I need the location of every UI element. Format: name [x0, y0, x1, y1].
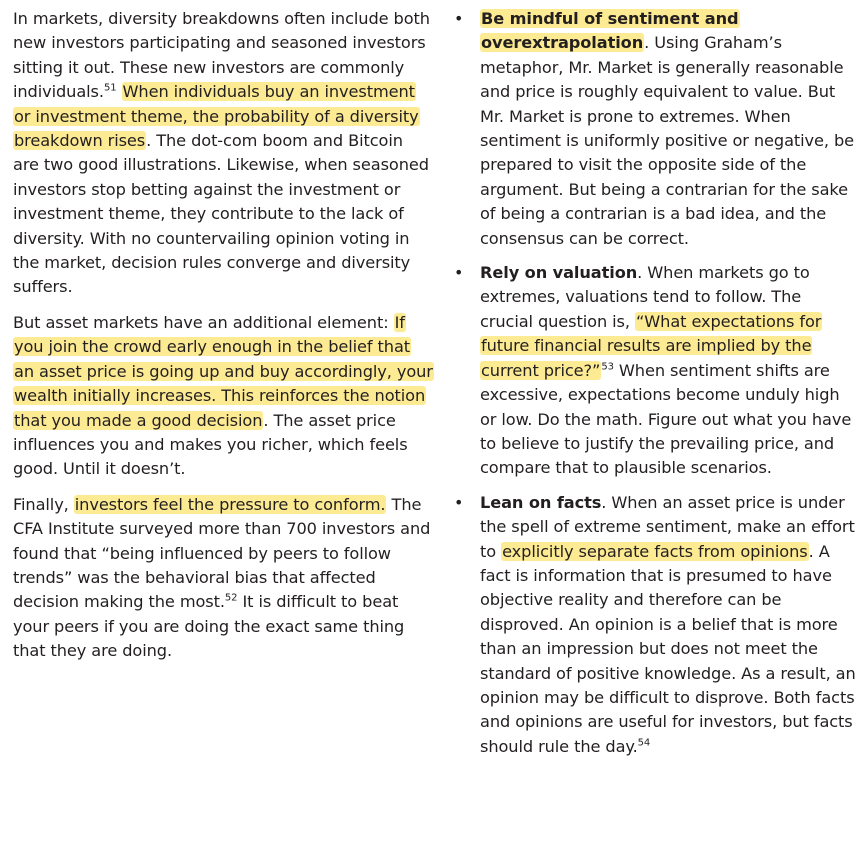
text-span: . The asset price influences you and makes you richer, which feels good. Until it doesn’t.: [13, 410, 408, 479]
text-span: . When an asset price is under the spell of extreme sentiment, make an effort to: [480, 492, 855, 561]
bullet-icon: •: [454, 492, 464, 512]
text-span: When sentiment shifts are excessive, expectations become unduly high or low. Do the math. Figure out what you have to believe to justify the prevailing price, and compare that to plausible scenarios.: [480, 360, 852, 478]
bullet-icon: •: [454, 263, 464, 283]
bullet-icon: •: [454, 9, 464, 28]
text-span: . When markets go to extremes, valuations tend to follow. The crucial question is,: [480, 263, 810, 331]
left-column: [13, 7, 433, 664]
text-span: The CFA Institute surveyed more than 700 investors and found that “being influenced by peers to follow trends” was the behavioral bias that affected decision making the most.: [13, 494, 431, 612]
paragraph-asset-markets: [13, 311, 433, 482]
list-item-sentiment: [452, 7, 856, 251]
text-span: . A fact is information that is presumed to have objective reality and therefore can be disproved. An opinion is a belief that is more than an impression but does not meet the standard of positive knowledge. As a result, an opinion may be difficult to disprove. Both facts and opinions are useful for investors, but facts should rule the day.: [480, 541, 856, 756]
paragraph-diversity-breakdowns: [13, 7, 433, 300]
highlighted-text: “What expectations for future financial results are implied by the current price?”: [481, 311, 822, 380]
highlighted-text: explicitly separate facts from opinions: [502, 541, 808, 561]
text-span: In markets, diversity breakdowns often include both new investors participating and seasoned investors sitting it out. These new investors are commonly individuals.: [13, 9, 430, 102]
item-heading: Lean on facts: [480, 492, 602, 512]
highlighted-text: investors feel the pressure to conform.: [74, 494, 386, 514]
text-span: But asset markets have an additional element:: [13, 312, 394, 332]
text-span: . Using Graham’s metaphor, Mr. Market is generally reasonable and price is roughly equivalent to value. But Mr. Market is prone to extremes. When sentiment is uniformly positive or negative, be prepared to visit the opposite side of the argument. But being a contrarian for the sake of being a contrarian is a bad idea, and the consensus can be correct.: [480, 33, 854, 248]
footnote-ref[interactable]: 52: [224, 592, 238, 604]
text-span: It is difficult to beat your peers if you are doing the exact same thing that they are doing.: [13, 592, 405, 661]
footnote-ref[interactable]: 53: [601, 361, 614, 373]
recommendations-list: [452, 7, 856, 759]
right-column: [452, 7, 856, 769]
footnote-ref[interactable]: 51: [103, 82, 117, 94]
footnote-ref[interactable]: 54: [637, 737, 651, 749]
paragraph-pressure-to-conform: [13, 493, 433, 664]
item-heading: Rely on valuation: [480, 263, 638, 283]
text-span: . The dot-com boom and Bitcoin are two good illustrations. Likewise, when seasoned investors stop betting against the investment or investment theme, they contribute to the lack of diversity. With no countervailing opinion voting in the market, decision rules converge and diversity suffers.: [13, 131, 429, 297]
highlighted-text: If you join the crowd early enough in the belief that an asset price is going up and buy accordingly, your wealth initially increases. This reinforces the notion that you made a good decision: [14, 312, 433, 430]
list-item-facts: [452, 491, 856, 759]
list-item-valuation: [452, 261, 856, 481]
highlighted-text: When individuals buy an investment or investment theme, the probability of a diversity breakdown rises: [14, 82, 419, 151]
text-span: Finally,: [13, 494, 74, 514]
highlighted-heading: Be mindful of sentiment and overextrapolation: [481, 9, 739, 53]
